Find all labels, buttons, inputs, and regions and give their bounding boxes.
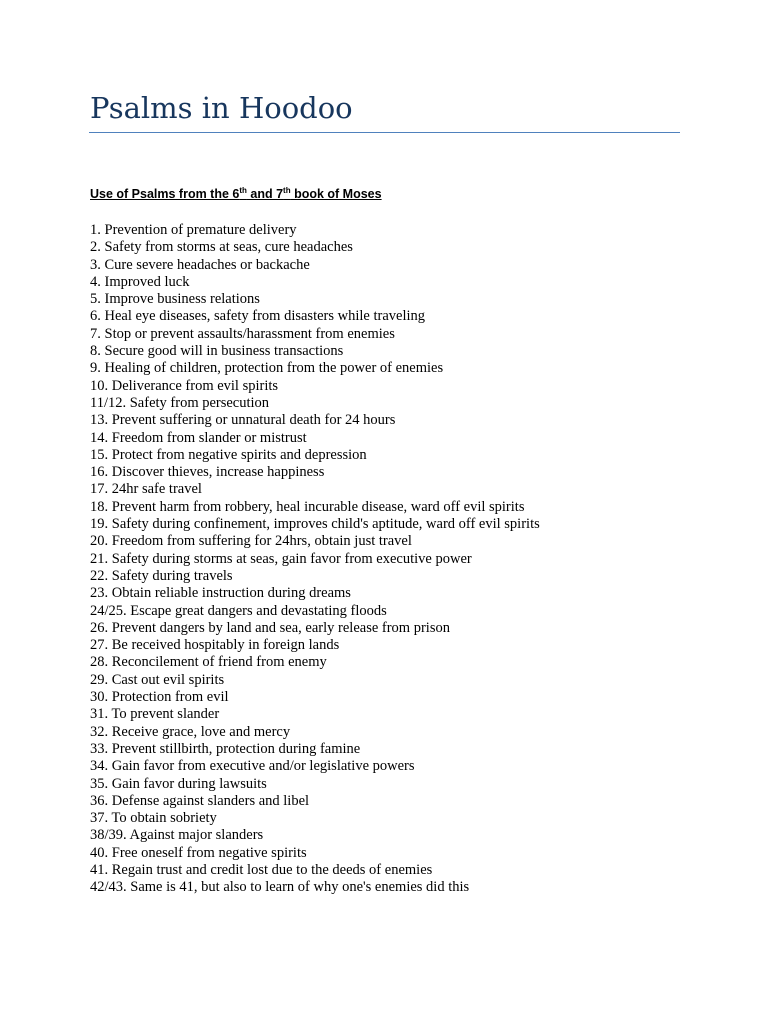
list-item: 35. Gain favor during lawsuits: [90, 775, 267, 792]
section-heading-sup1: th: [239, 186, 247, 195]
list-item: 24/25. Escape great dangers and devastating floods: [90, 602, 387, 619]
list-item: 37. To obtain sobriety: [90, 810, 217, 827]
list-item: 7. Stop or prevent assaults/harassment from enemies: [90, 325, 395, 342]
list-item: 23. Obtain reliable instruction during dreams: [90, 585, 351, 602]
section-heading-sup2: th: [283, 186, 291, 195]
section-heading-part3: book of Moses: [290, 187, 382, 201]
section-heading-part1: Use of Psalms from the 6: [90, 187, 240, 201]
list-item: 13. Prevent suffering or unnatural death for 24 hours: [90, 412, 396, 429]
list-item: 26. Prevent dangers by land and sea, early release from prison: [90, 619, 450, 636]
section-heading-part2: and 7: [246, 187, 284, 201]
list-item: 21. Safety during storms at seas, gain favor from executive power: [90, 550, 472, 567]
list-item: 40. Free oneself from negative spirits: [90, 844, 307, 861]
list-item: 14. Freedom from slander or mistrust: [90, 429, 307, 446]
list-item: 20. Freedom from suffering for 24hrs, obtain just travel: [90, 533, 412, 550]
list-item: 8. Secure good will in business transactions: [90, 343, 344, 360]
list-item: 36. Defense against slanders and libel: [90, 792, 310, 809]
list-item: 34. Gain favor from executive and/or legislative powers: [90, 758, 415, 775]
list-item: 41. Regain trust and credit lost due to the deeds of enemies: [90, 861, 433, 878]
list-item: 11/12. Safety from persecution: [90, 394, 270, 411]
list-item: 33. Prevent stillbirth, protection during famine: [90, 740, 361, 757]
list-item: 6. Heal eye diseases, safety from disasters while traveling: [90, 308, 426, 325]
list-item: 2. Safety from storms at seas, cure headaches: [90, 239, 353, 256]
title-divider: [89, 132, 680, 133]
list-item: 30. Protection from evil: [90, 689, 229, 706]
list-item: 5. Improve business relations: [90, 291, 260, 308]
document-title: Psalms in Hoodoo: [90, 91, 353, 125]
list-item: 10. Deliverance from evil spirits: [90, 377, 279, 394]
list-item: 42/43. Same is 41, but also to learn of why one's enemies did this: [90, 879, 470, 896]
list-item: 18. Prevent harm from robbery, heal incurable disease, ward off evil spirits: [90, 498, 525, 515]
list-item: 1. Prevention of premature delivery: [90, 222, 297, 238]
section-heading: [90, 184, 382, 204]
list-item: 31. To prevent slander: [90, 706, 220, 723]
list-item: 15. Protect from negative spirits and depression: [90, 446, 367, 463]
list-item: 28. Reconcilement of friend from enemy: [90, 654, 327, 671]
list-item: 4. Improved luck: [90, 273, 190, 290]
list-item: 27. Be received hospitably in foreign lands: [90, 637, 340, 654]
list-item: 19. Safety during confinement, improves child's aptitude, ward off evil spirits: [90, 516, 540, 533]
list-item: 17. 24hr safe travel: [90, 481, 202, 498]
psalm-list: [90, 222, 540, 897]
list-item: 16. Discover thieves, increase happiness: [90, 464, 325, 481]
list-item: 3. Cure severe headaches or backache: [90, 256, 310, 273]
list-item: 32. Receive grace, love and mercy: [90, 723, 291, 740]
list-item: 38/39. Against major slanders: [90, 827, 264, 844]
list-item: 29. Cast out evil spirits: [90, 671, 225, 688]
list-item: 9. Healing of children, protection from the power of enemies: [90, 360, 444, 377]
list-item: 22. Safety during travels: [90, 567, 233, 584]
